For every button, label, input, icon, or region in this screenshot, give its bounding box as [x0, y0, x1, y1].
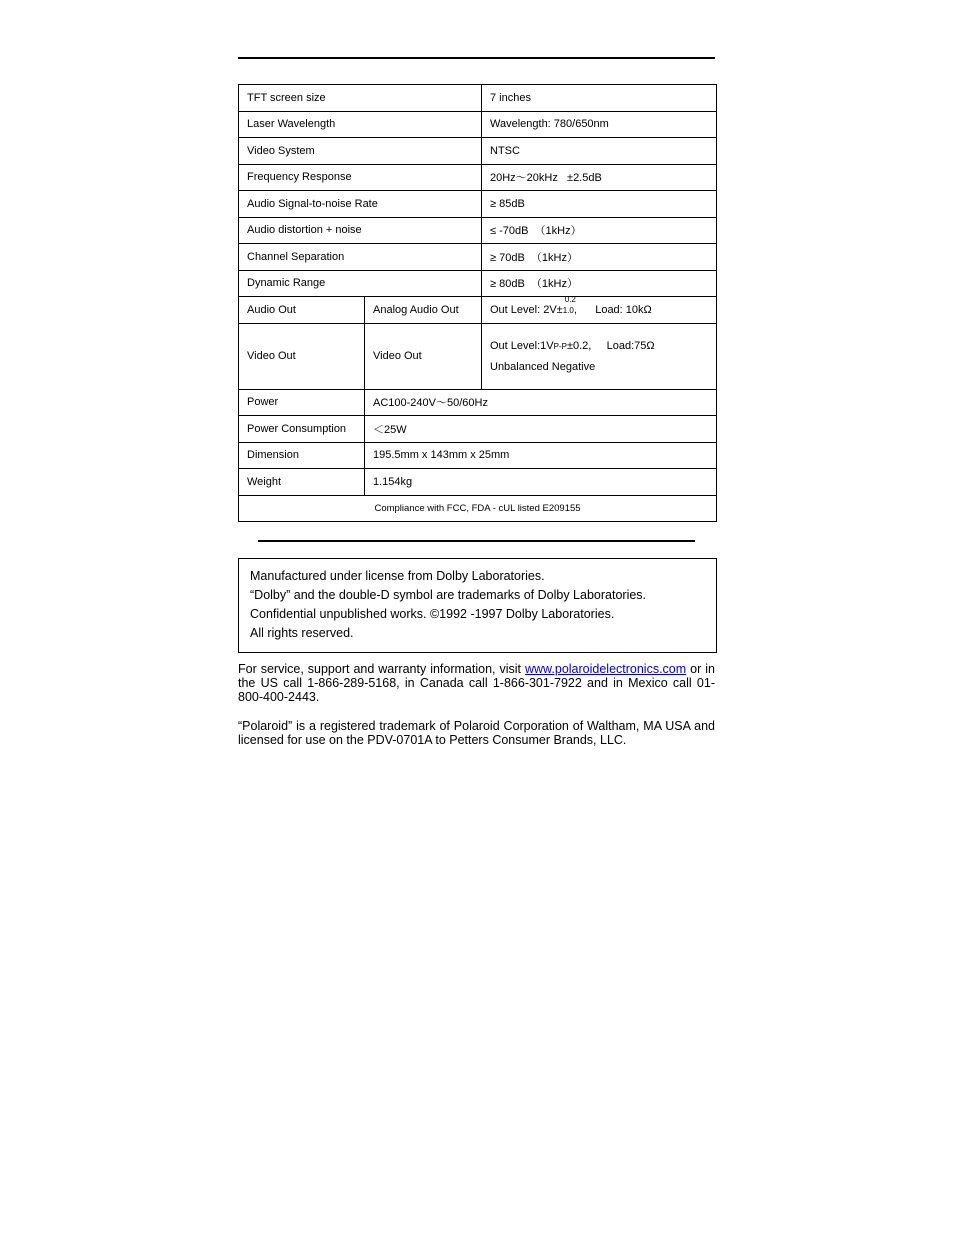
- top-divider: [238, 57, 715, 59]
- spec-value: NTSC: [482, 138, 717, 165]
- table-row: [239, 495, 717, 522]
- specifications-table: [238, 84, 717, 522]
- spec-value: ＜25W: [365, 416, 717, 443]
- service-text-start: For service, support and warranty information, visit: [238, 662, 525, 676]
- table-row: [239, 244, 717, 271]
- spec-value: ≥ 70dB （1kHz）: [482, 244, 717, 271]
- video-out-type: Unbalanced Negative: [490, 360, 596, 373]
- dolby-line: All rights reserved.: [250, 626, 354, 640]
- dolby-line: Manufactured under license from Dolby Laboratories.: [250, 569, 545, 583]
- dolby-line: “Dolby” and the double-D symbol are trademarks of Dolby Laboratories.: [250, 588, 647, 602]
- spec-label: Audio Signal-to-noise Rate: [239, 191, 482, 218]
- spec-label: Audio distortion + noise: [239, 217, 482, 244]
- polaroid-website-link[interactable]: www.polaroidelectronics.com: [525, 662, 687, 676]
- table-row: [239, 469, 717, 496]
- spec-label: Dimension: [239, 442, 365, 469]
- spec-value: 195.5mm x 143mm x 25mm: [365, 442, 717, 469]
- spec-label: Weight: [239, 469, 365, 496]
- table-row: [239, 323, 717, 389]
- compliance-note: Compliance with FCC, FDA - cUL listed E209155: [239, 495, 717, 522]
- spec-value: ≥ 80dB （1kHz）: [482, 270, 717, 297]
- spec-label: Audio Out: [239, 297, 365, 324]
- table-row: [239, 111, 717, 138]
- spec-label: Frequency Response: [239, 164, 482, 191]
- table-row: [239, 138, 717, 165]
- video-out-pp: P-P: [553, 341, 567, 351]
- spec-value: ≤ -70dB （1kHz）: [482, 217, 717, 244]
- video-out-level: Out Level:1V: [490, 339, 554, 352]
- spec-label: Laser Wavelength: [239, 111, 482, 138]
- table-row: [239, 389, 717, 416]
- spec-label: Power Consumption: [239, 416, 365, 443]
- spec-sublabel: Analog Audio Out: [365, 297, 482, 324]
- table-row: [239, 217, 717, 244]
- audio-out-level: Out Level: 2V±: [490, 303, 563, 316]
- spec-label: Video Out: [239, 323, 365, 389]
- table-row: [239, 191, 717, 218]
- dolby-license-box: [238, 558, 717, 653]
- audio-tolerance-lower: 1.0: [562, 305, 574, 315]
- spec-value: [482, 294, 717, 324]
- service-text-end: or in the US call 1-866-289-5168, in Canada call 1-866-301-7922 and in Mexico call 01-800-400-2443.: [238, 662, 715, 705]
- spec-value: Wavelength: 780/650nm: [482, 111, 717, 138]
- audio-tolerance: [562, 294, 576, 315]
- table-row: [239, 164, 717, 191]
- table-row: [239, 270, 717, 297]
- table-row: [239, 442, 717, 469]
- audio-tolerance-upper: 0.2: [564, 294, 576, 304]
- table-row: [239, 85, 717, 112]
- spec-value: 1.154kg: [365, 469, 717, 496]
- service-paragraph: [238, 662, 715, 705]
- spec-label: Power: [239, 389, 365, 416]
- table-row: [239, 416, 717, 443]
- spec-label: TFT screen size: [239, 85, 482, 112]
- spec-label: Dynamic Range: [239, 270, 482, 297]
- audio-out-load: , Load: 10kΩ: [573, 303, 652, 316]
- spec-label: Video System: [239, 138, 482, 165]
- spec-value: ≥ 85dB: [482, 191, 717, 218]
- section-divider: [258, 540, 695, 542]
- dolby-line: Confidential unpublished works. ©1992 -1997 Dolby Laboratories.: [250, 607, 615, 621]
- spec-value: AC100-240V～50/60Hz: [365, 389, 717, 416]
- video-out-load: ±0.2, Load:75Ω: [566, 339, 655, 352]
- spec-value: 7 inches: [482, 85, 717, 112]
- spec-sublabel: Video Out: [365, 323, 482, 389]
- trademark-paragraph: “Polaroid” is a registered trademark of Polaroid Corporation of Waltham, MA USA and licensed for use on the PDV-0701A to Petters Consumer Brands, LLC.: [238, 719, 715, 748]
- spec-label: Channel Separation: [239, 244, 482, 271]
- spec-value: 20Hz～20kHz ±2.5dB: [482, 164, 717, 191]
- table-row: [239, 297, 717, 324]
- spec-value: [482, 323, 717, 389]
